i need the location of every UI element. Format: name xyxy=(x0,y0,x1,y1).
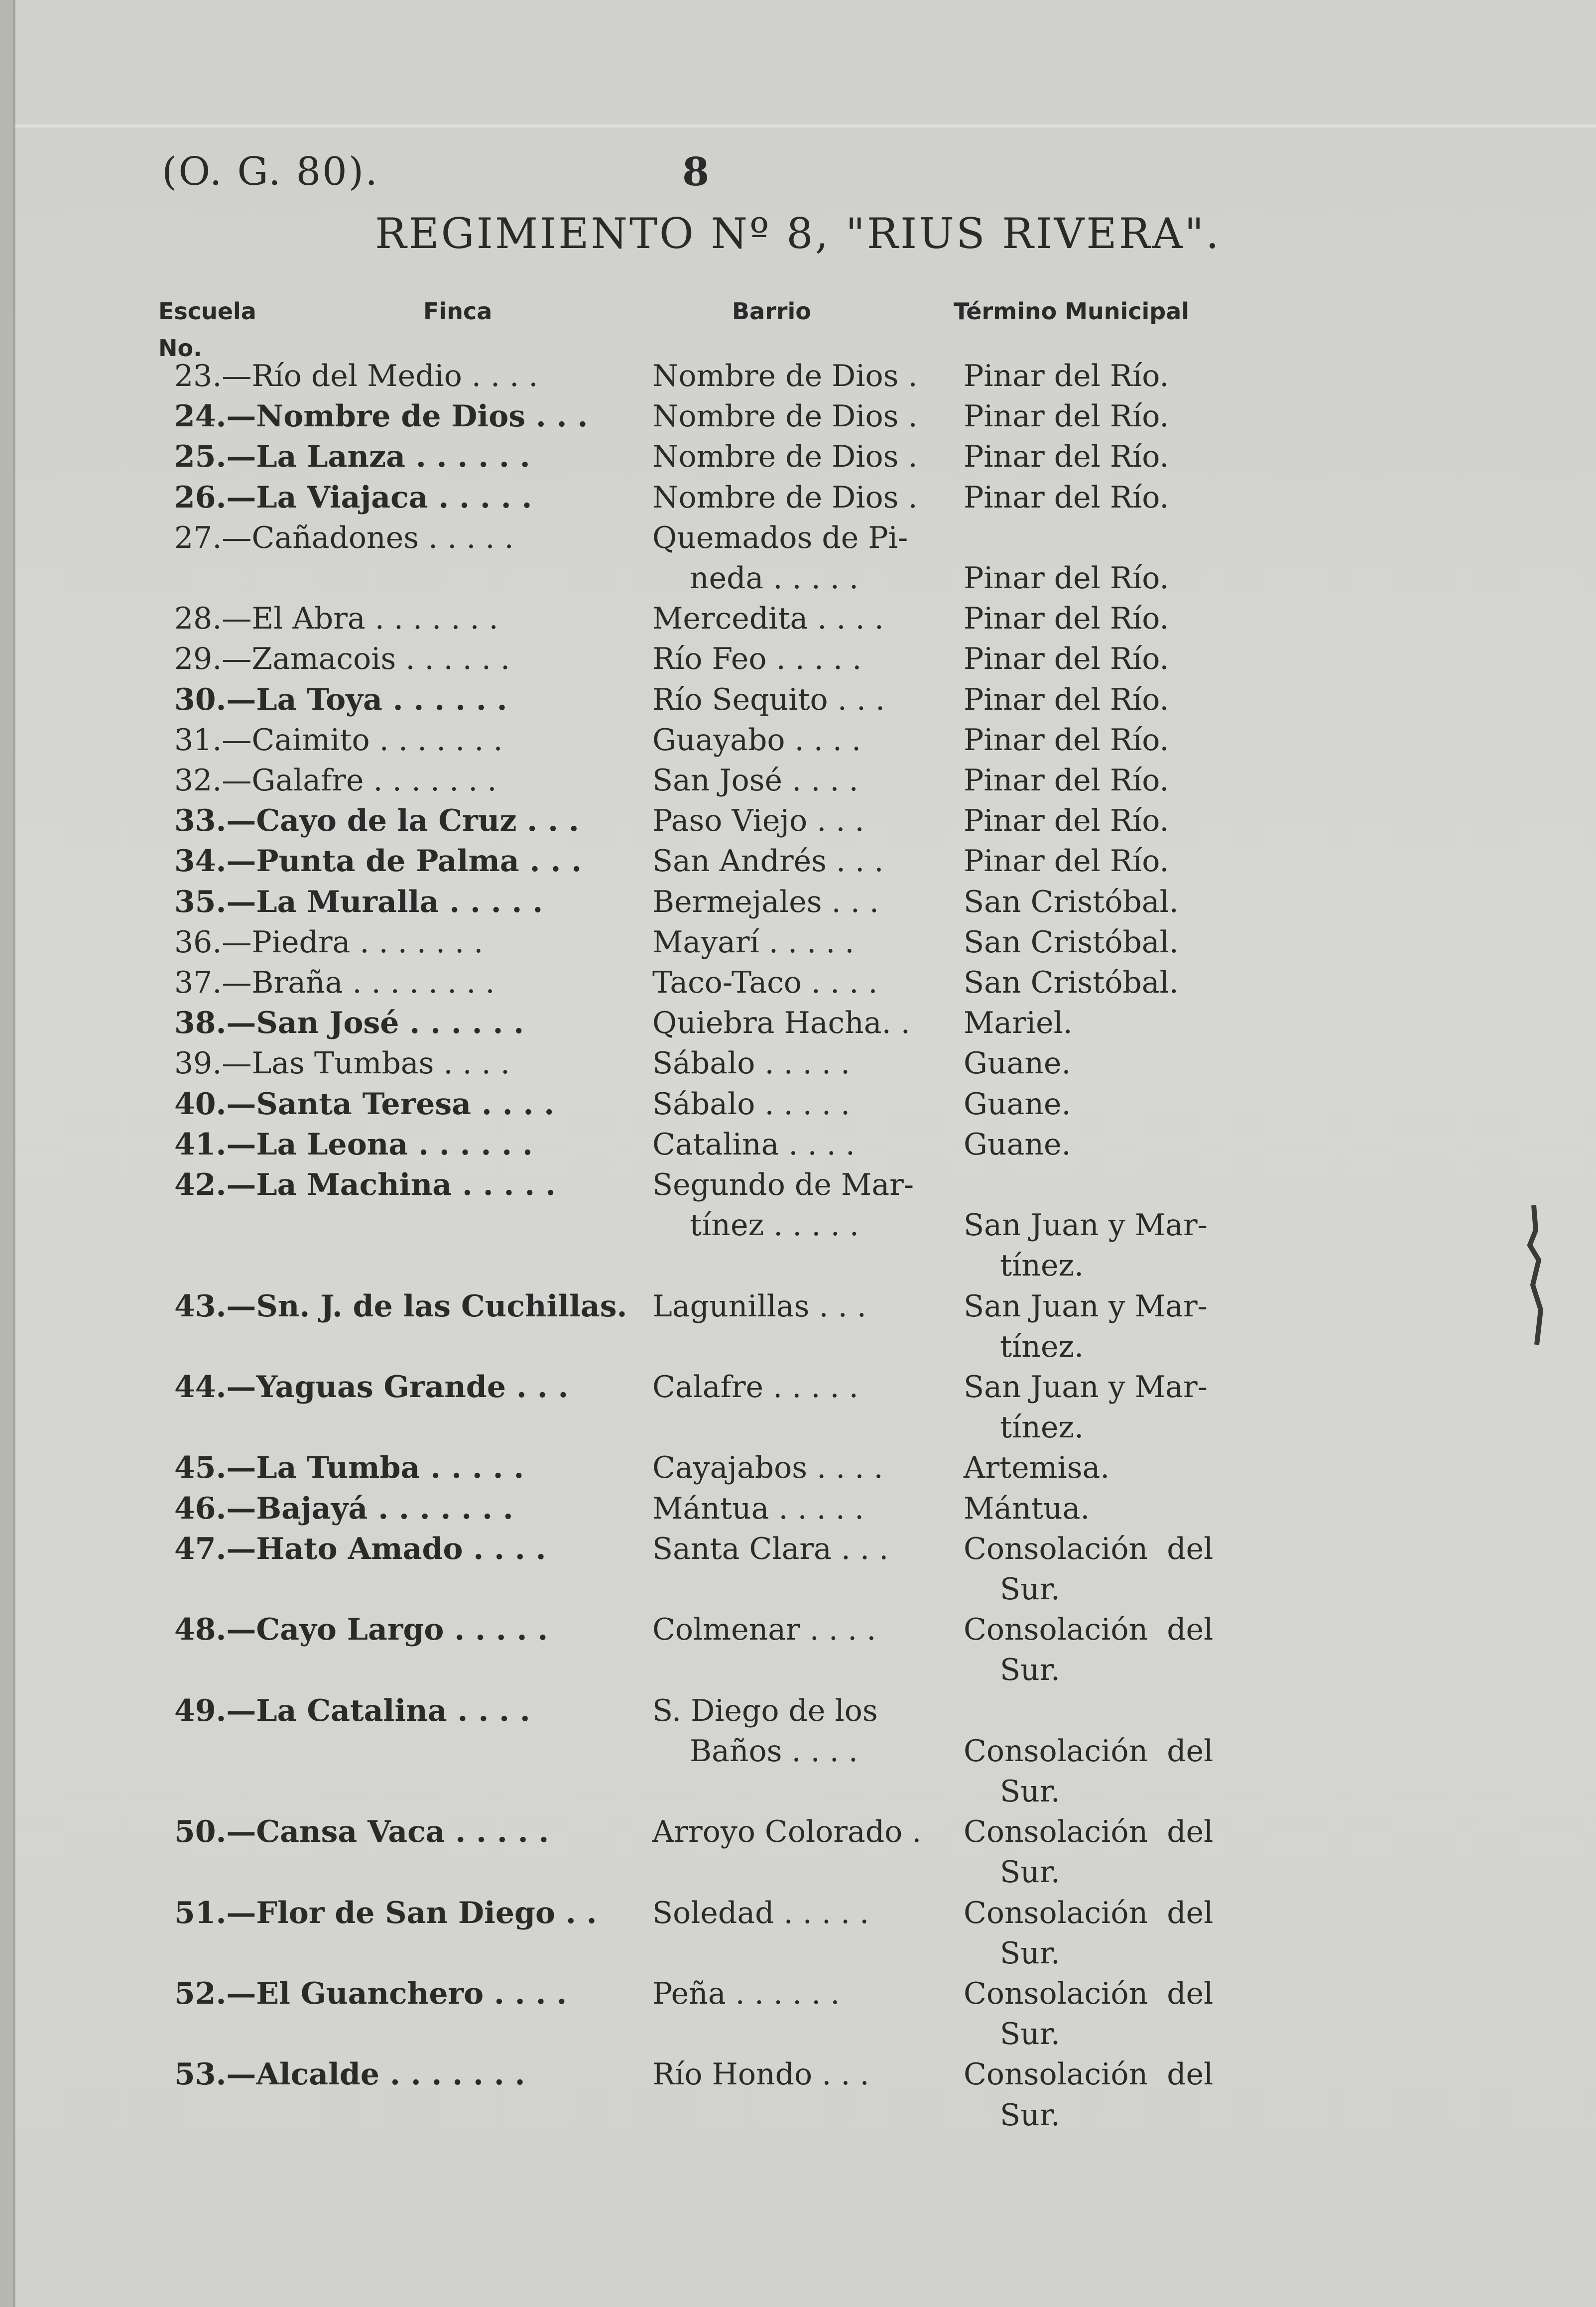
finca-cell: 33.—Cayo de la Cruz . . . xyxy=(174,803,579,839)
termino-cell: San Juan y Mar- xyxy=(964,1370,1208,1405)
finca-cell: 52.—El Guanchero . . . . xyxy=(174,1976,567,2011)
finca-cell: 32.—Galafre . . . . . . . xyxy=(174,763,497,798)
finca-cell: 40.—Santa Teresa . . . . xyxy=(174,1086,555,1122)
finca-cell: 48.—Cayo Largo . . . . . xyxy=(174,1612,548,1648)
termino-cell: Mántua. xyxy=(964,1491,1090,1526)
finca-cell: 53.—Alcalde . . . . . . . xyxy=(174,2057,525,2092)
barrio-cell: San José . . . . xyxy=(652,763,859,798)
barrio-cell: Santa Clara . . . xyxy=(652,1531,889,1566)
page-left-edge xyxy=(0,0,14,2307)
page-number: 8 xyxy=(682,149,711,195)
page-title: REGIMIENTO Nº 8, "RIUS RIVERA". xyxy=(375,209,1221,258)
finca-cell: 47.—Hato Amado . . . . xyxy=(174,1531,546,1566)
termino-cell: Pinar del Río. xyxy=(964,399,1169,434)
barrio-cell: Río Feo . . . . . xyxy=(652,641,862,677)
termino-cell: Pinar del Río. xyxy=(964,480,1169,515)
finca-cell: 26.—La Viajaca . . . . . xyxy=(174,480,532,515)
termino-cell: San Cristóbal. xyxy=(964,965,1179,1000)
termino-cell-continued: Sur. xyxy=(1000,1935,1060,1971)
barrio-cell: S. Diego de los xyxy=(652,1693,878,1728)
termino-cell: Consolación del xyxy=(964,1976,1214,2011)
barrio-cell: Segundo de Mar- xyxy=(652,1167,914,1202)
termino-cell: San Cristóbal. xyxy=(964,924,1179,960)
finca-cell: 24.—Nombre de Dios . . . xyxy=(174,399,588,434)
ink-mark xyxy=(1519,1200,1554,1350)
termino-cell: Consolación del xyxy=(964,1814,1214,1850)
barrio-cell: Bermejales . . . xyxy=(652,884,879,919)
termino-cell: Artemisa. xyxy=(964,1450,1110,1486)
termino-cell-continued: tínez. xyxy=(1000,1248,1084,1283)
barrio-cell: Peña . . . . . . xyxy=(652,1976,840,2011)
finca-cell: 49.—La Catalina . . . . xyxy=(174,1693,530,1728)
barrio-cell: Río Sequito . . . xyxy=(652,682,885,717)
barrio-cell: Catalina . . . . xyxy=(652,1127,855,1162)
termino-cell: Mariel. xyxy=(964,1006,1073,1041)
termino-cell: Consolación del xyxy=(964,2057,1214,2092)
finca-cell: 44.—Yaguas Grande . . . xyxy=(174,1370,569,1405)
finca-cell: 35.—La Muralla . . . . . xyxy=(174,884,543,919)
column-header-barrio: Barrio xyxy=(732,298,811,325)
barrio-cell: Lagunillas . . . xyxy=(652,1288,866,1324)
barrio-cell: Quemados de Pi- xyxy=(652,520,908,555)
termino-cell: San Juan y Mar- xyxy=(964,1288,1208,1324)
termino-cell-continued: Pinar del Río. xyxy=(964,561,1169,596)
finca-cell: 38.—San José . . . . . . xyxy=(174,1006,524,1041)
termino-cell: Pinar del Río. xyxy=(964,763,1169,798)
column-header-finca: Finca xyxy=(423,298,492,325)
finca-cell: 37.—Braña . . . . . . . . xyxy=(174,965,495,1000)
termino-cell-continued: San Juan y Mar- xyxy=(964,1208,1208,1243)
barrio-cell: Nombre de Dios . xyxy=(652,439,918,475)
barrio-cell: Colmenar . . . . xyxy=(652,1612,876,1648)
termino-cell-continued: Sur. xyxy=(1000,2097,1060,2133)
barrio-cell: Mayarí . . . . . xyxy=(652,924,855,960)
termino-cell-continued: tínez. xyxy=(1000,1410,1084,1445)
finca-cell: 36.—Piedra . . . . . . . xyxy=(174,924,484,960)
termino-cell-continued: Sur. xyxy=(1000,2017,1060,2052)
termino-cell: San Cristóbal. xyxy=(964,884,1179,919)
finca-cell: 46.—Bajayá . . . . . . . xyxy=(174,1491,513,1526)
barrio-cell: Calafre . . . . . xyxy=(652,1370,859,1405)
barrio-cell: Paso Viejo . . . xyxy=(652,803,864,839)
document-reference: (O. G. 80). xyxy=(162,149,379,194)
finca-cell: 31.—Caimito . . . . . . . xyxy=(174,722,503,758)
finca-cell: 34.—Punta de Palma . . . xyxy=(174,844,582,879)
barrio-cell: Mercedita . . . . xyxy=(652,601,884,637)
finca-cell: 29.—Zamacois . . . . . . xyxy=(174,641,510,677)
termino-cell-continued: Sur. xyxy=(1000,1572,1060,1607)
termino-cell-continued: tínez. xyxy=(1000,1329,1084,1364)
barrio-cell: Quiebra Hacha. . xyxy=(652,1006,910,1041)
finca-cell: 43.—Sn. J. de las Cuchillas. xyxy=(174,1288,627,1324)
termino-cell-continued: Sur. xyxy=(1000,1653,1060,1688)
termino-cell: Pinar del Río. xyxy=(964,601,1169,637)
page-crease xyxy=(0,125,1596,128)
barrio-cell: Cayajabos . . . . xyxy=(652,1450,883,1486)
termino-cell: Consolación del xyxy=(964,1531,1214,1566)
termino-cell: Guane. xyxy=(964,1127,1071,1162)
barrio-cell: Nombre de Dios . xyxy=(652,480,918,515)
barrio-cell: Río Hondo . . . xyxy=(652,2057,869,2092)
barrio-cell: Guayabo . . . . xyxy=(652,722,861,758)
barrio-cell-continued: Baños . . . . xyxy=(690,1733,858,1769)
termino-cell: Pinar del Río. xyxy=(964,641,1169,677)
barrio-cell: Sábalo . . . . . xyxy=(652,1086,851,1122)
termino-cell: Pinar del Río. xyxy=(964,439,1169,475)
termino-cell: Consolación del xyxy=(964,1895,1214,1930)
finca-cell: 25.—La Lanza . . . . . . xyxy=(174,439,530,475)
finca-cell: 45.—La Tumba . . . . . xyxy=(174,1450,524,1486)
finca-cell: 41.—La Leona . . . . . . xyxy=(174,1127,533,1162)
finca-cell: 42.—La Machina . . . . . xyxy=(174,1167,556,1202)
column-header-no: No. xyxy=(158,335,202,362)
termino-cell-continued: Consolación del xyxy=(964,1733,1214,1769)
column-header-termino: Término Municipal xyxy=(954,298,1190,325)
finca-cell: 50.—Cansa Vaca . . . . . xyxy=(174,1814,549,1850)
termino-cell: Pinar del Río. xyxy=(964,844,1169,879)
finca-cell: 30.—La Toya . . . . . . xyxy=(174,682,507,717)
finca-cell: 23.—Río del Medio . . . . xyxy=(174,359,538,393)
finca-cell: 27.—Cañadones . . . . . xyxy=(174,520,514,555)
termino-cell: Pinar del Río. xyxy=(964,722,1169,758)
binding-line xyxy=(13,0,15,2307)
barrio-cell-continued: neda . . . . . xyxy=(690,561,859,596)
finca-cell: 28.—El Abra . . . . . . . xyxy=(174,601,498,637)
termino-cell-continued: Sur. xyxy=(1000,1774,1060,1809)
termino-cell-continued: Sur. xyxy=(1000,1855,1060,1890)
termino-cell: Pinar del Río. xyxy=(964,359,1169,393)
termino-cell: Pinar del Río. xyxy=(964,803,1169,839)
termino-cell: Pinar del Río. xyxy=(964,682,1169,717)
barrio-cell: Arroyo Colorado . xyxy=(652,1814,922,1850)
barrio-cell: Nombre de Dios . xyxy=(652,399,918,434)
termino-cell: Guane. xyxy=(964,1086,1071,1122)
barrio-cell: Soledad . . . . . xyxy=(652,1895,869,1930)
finca-cell: 51.—Flor de San Diego . . xyxy=(174,1895,597,1930)
barrio-cell-continued: tínez . . . . . xyxy=(690,1208,859,1243)
finca-cell: 39.—Las Tumbas . . . . xyxy=(174,1046,510,1081)
barrio-cell: Nombre de Dios . xyxy=(652,359,918,393)
barrio-cell: Mántua . . . . . xyxy=(652,1491,864,1526)
barrio-cell: Sábalo . . . . . xyxy=(652,1046,851,1081)
barrio-cell: San Andrés . . . xyxy=(652,844,884,879)
column-header-escuela: Escuela xyxy=(158,298,256,325)
termino-cell: Guane. xyxy=(964,1046,1071,1081)
termino-cell: Consolación del xyxy=(964,1612,1214,1648)
barrio-cell: Taco-Taco . . . . xyxy=(652,965,878,1000)
